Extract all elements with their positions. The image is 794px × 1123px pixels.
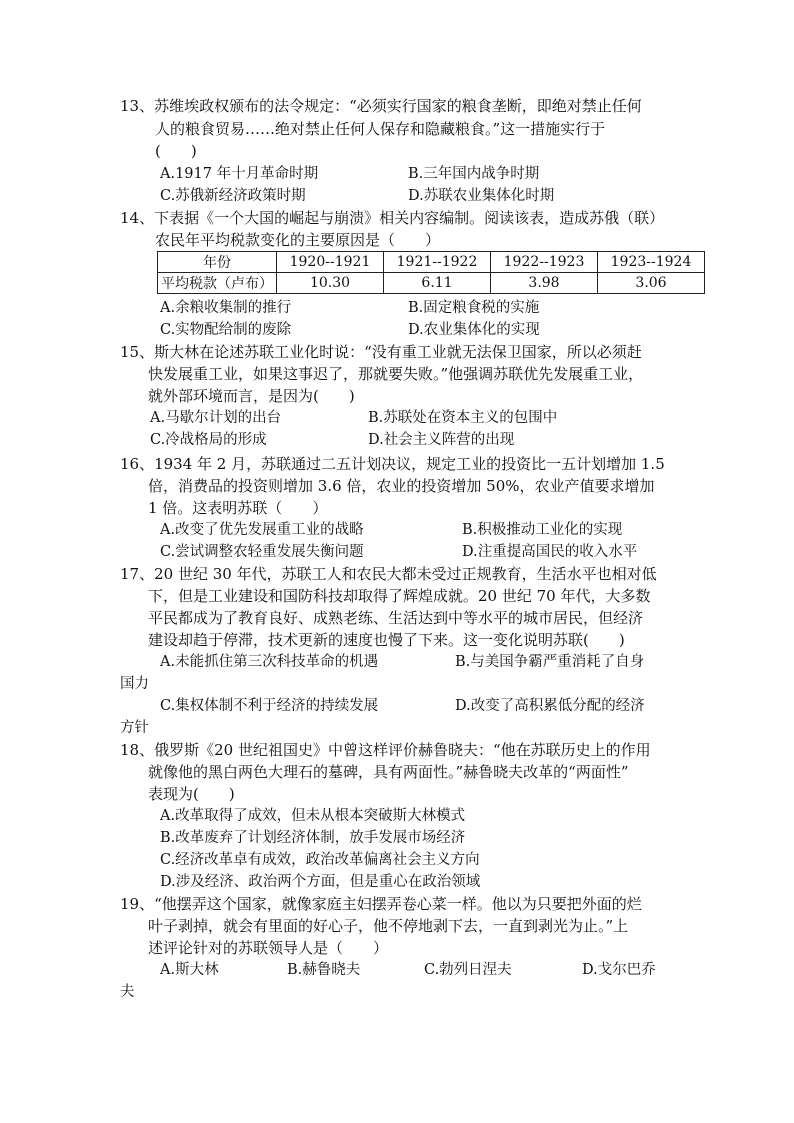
question-13-option-a[interactable]: A.1917 年十月革命时期 <box>160 166 319 182</box>
question-19-line-1: 19、“他摆弄这个国家，就像家庭主妇摆弄卷心菜一样。他以为只要把外面的烂 <box>120 895 642 913</box>
tax-table-cell: 3.98 <box>491 273 598 294</box>
tax-table-header-cell: 1923--1924 <box>598 252 705 273</box>
question-18-option-a[interactable]: A.改革取得了成效，但未从根本突破斯大林模式 <box>160 808 466 824</box>
question-17-line-1: 17、20 世纪 30 年代，苏联工人和农民大都未受过正规教育，生活水平也相对低 <box>120 565 657 583</box>
question-15-line-2: 快发展重工业，如果这事迟了，那就要失败。”他强调苏联优先发展重工业， <box>148 365 644 383</box>
question-18-line-3: 表现为( ) <box>148 785 235 803</box>
question-15-option-c[interactable]: C.冷战格局的形成 <box>150 432 267 448</box>
question-18-option-c[interactable]: C.经济改革卓有成效，政治改革偏离社会主义方向 <box>160 852 480 868</box>
question-17-option-c[interactable]: C.集权体制不利于经济的持续发展 <box>160 698 379 714</box>
question-18-option-d[interactable]: D.涉及经济、政治两个方面，但是重心在政治领域 <box>160 874 481 890</box>
tax-table-cell: 平均税款（卢布） <box>158 273 277 294</box>
question-14-option-d[interactable]: D.农业集体化的实现 <box>408 322 540 338</box>
question-17-line-2: 下，但是工业建设和国防科技却取得了辉煌成就。20 世纪 70 年代，大多数 <box>148 587 651 605</box>
question-16-option-a[interactable]: A.改变了优先发展重工业的战略 <box>160 522 364 538</box>
question-15-line-3: 就外部环境而言，是因为( ) <box>148 387 355 405</box>
question-13-option-d[interactable]: D.苏联农业集体化时期 <box>408 188 555 204</box>
question-14-option-a[interactable]: A.余粮收集制的推行 <box>160 300 292 316</box>
question-15-line-1: 15、斯大林在论述苏联工业化时说：“没有重工业就无法保卫国家，所以必须赶 <box>120 343 642 361</box>
question-17-option-b-wrap: 国力 <box>120 676 149 692</box>
question-18-option-b[interactable]: B.改革废弃了计划经济体制，放手发展市场经济 <box>160 830 466 846</box>
question-19-option-d[interactable]: D.戈尔巴乔 <box>582 962 656 978</box>
tax-table-cell: 3.06 <box>598 273 705 294</box>
question-18-line-2: 就像他的黑白两色大理石的墓碑，具有两面性。”赫鲁晓夫改革的“两面性” <box>148 763 629 781</box>
question-13-line-3: ( ) <box>155 142 197 160</box>
question-16-line-2: 倍，消费品的投资则增加 3.6 倍，农业的投资增加 50%，农业产值要求增加 <box>148 477 655 495</box>
question-16-line-1: 16、1934 年 2 月，苏联通过二五计划决议，规定工业的投资比一五计划增加 1.5 <box>120 455 665 473</box>
question-16-option-c[interactable]: C.尝试调整农轻重发展失衡问题 <box>160 544 364 560</box>
question-18-line-1: 18、俄罗斯《20 世纪祖国史》中曾这样评价赫鲁晓夫：“他在苏联历史上的作用 <box>120 741 651 759</box>
question-17-option-a[interactable]: A.未能抓住第三次科技革命的机遇 <box>160 654 379 670</box>
question-17-line-3: 平民都成为了教育良好、成熟老练、生活达到中等水平的城市居民，但经济 <box>148 609 644 627</box>
question-16-option-b[interactable]: B.积极推动工业化的实现 <box>462 522 623 538</box>
tax-table-cell: 10.30 <box>277 273 384 294</box>
question-16-line-3: 1 倍。这表明苏联（ ） <box>148 499 328 517</box>
question-14-line-2: 农民年平均税款变化的主要原因是（ ） <box>155 231 441 249</box>
question-19-option-b[interactable]: B.赫鲁晓夫 <box>287 962 361 978</box>
tax-table-cell: 6.11 <box>384 273 491 294</box>
tax-table-header-row <box>158 252 705 273</box>
tax-table-header-cell: 1921--1922 <box>384 252 491 273</box>
question-17-option-d-wrap: 方针 <box>120 720 149 736</box>
question-15-option-a[interactable]: A.马歇尔计划的出台 <box>150 410 282 426</box>
question-14-line-1: 14、下表据《一个大国的崛起与崩溃》相关内容编制。阅读该表，造成苏俄（联） <box>120 209 665 227</box>
tax-table-data-row <box>158 273 705 294</box>
question-19-line-3: 述评论针对的苏联领导人是（ ） <box>148 939 389 957</box>
question-16-option-d[interactable]: D.注重提高国民的收入水平 <box>462 544 638 560</box>
question-13-line-1: 13、苏维埃政权颁布的法令规定：“必须实行国家的粮食垄断，即绝对禁止任何 <box>120 97 642 115</box>
question-17-option-b[interactable]: B.与美国争霸严重消耗了自身 <box>455 654 645 670</box>
question-15-option-d[interactable]: D.社会主义阵营的出现 <box>368 432 515 448</box>
question-13-line-2: 人的粮食贸易……绝对禁止任何人保存和隐藏粮食。”这一措施实行于 <box>155 120 606 138</box>
question-19-option-a[interactable]: A.斯大林 <box>160 962 219 978</box>
question-17-option-d[interactable]: D.改变了高积累低分配的经济 <box>455 698 645 714</box>
question-15-option-b[interactable]: B.苏联处在资本主义的包围中 <box>368 410 558 426</box>
tax-table <box>157 251 705 294</box>
question-13-option-b[interactable]: B.三年国内战争时期 <box>408 166 540 182</box>
question-13-option-c[interactable]: C.苏俄新经济政策时期 <box>160 188 306 204</box>
tax-table-header-cell: 1922--1923 <box>491 252 598 273</box>
question-19-line-2: 叶子剥掉，就会有里面的好心子，他不停地剥下去，一直到剥光为止。”上 <box>148 917 629 935</box>
question-19-option-d-wrap: 夫 <box>120 984 135 1000</box>
question-19-option-c[interactable]: C.勃列日涅夫 <box>424 962 512 978</box>
question-17-line-4: 建设却趋于停滞，技术更新的速度也慢了下来。这一变化说明苏联( ) <box>148 631 625 649</box>
question-14-option-b[interactable]: B.固定粮食税的实施 <box>408 300 540 316</box>
tax-table-header-cell: 1920--1921 <box>277 252 384 273</box>
tax-table-header-cell: 年份 <box>158 252 277 273</box>
question-14-option-c[interactable]: C.实物配给制的废除 <box>160 322 292 338</box>
